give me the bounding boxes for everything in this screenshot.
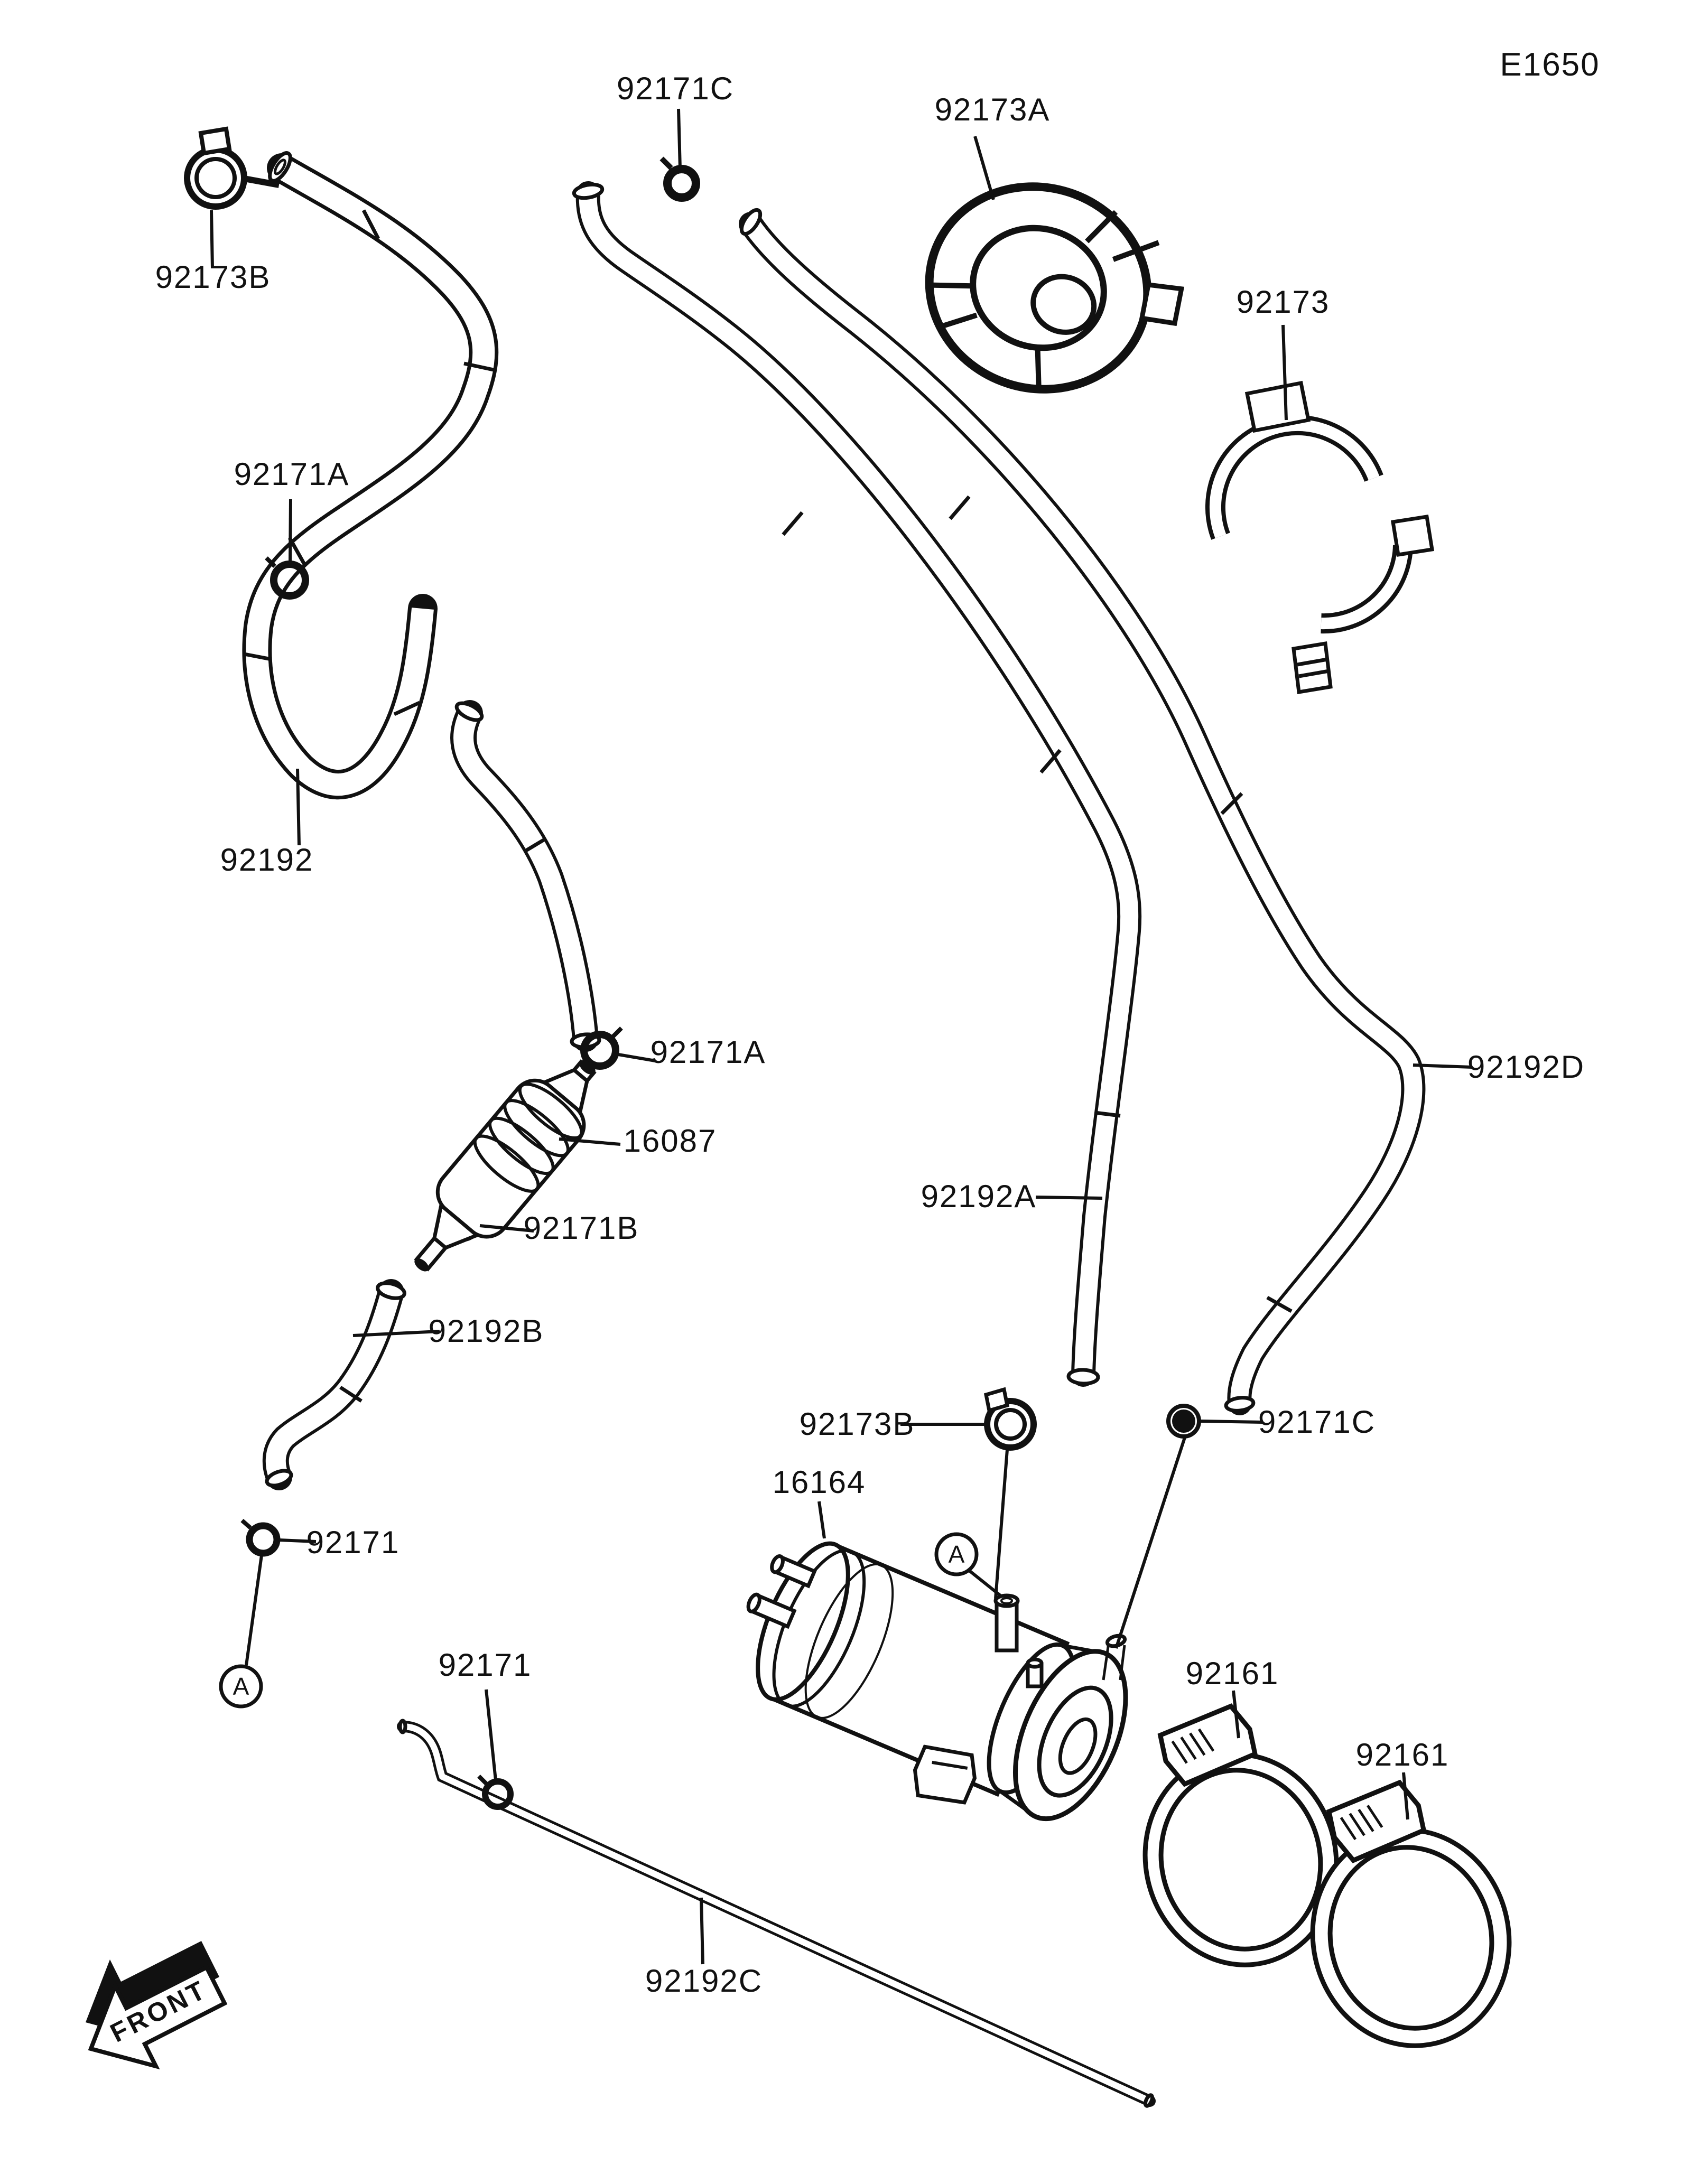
detail-marker-a-left <box>221 1666 261 1706</box>
clamp-92173 <box>1215 383 1432 692</box>
part-label-92171b: 92171B <box>523 1210 639 1246</box>
fuel-filter-16087 <box>388 1038 621 1294</box>
diagram-code-label: E1650 <box>1500 46 1600 83</box>
clamp-92171c-canister <box>1168 1406 1199 1436</box>
part-label-92192c: 92192C <box>645 1963 763 1999</box>
clamp-92171-left <box>242 1520 277 1553</box>
part-label-92173b-top: 92173B <box>155 259 271 295</box>
clamp-92173b-top <box>187 129 279 207</box>
part-label-16164: 16164 <box>772 1464 866 1500</box>
detail-marker-a-canister-text: A <box>948 1541 965 1568</box>
canister-16164 <box>705 1517 1148 1859</box>
part-label-92161-lower: 92161 <box>1355 1737 1450 1772</box>
hose-92192b <box>276 1292 391 1477</box>
hose-connector <box>463 713 586 1039</box>
detail-marker-a-left-text: A <box>233 1673 249 1700</box>
part-label-92171-pipe: 92171 <box>438 1647 532 1683</box>
part-label-92161-upper: 92161 <box>1185 1656 1279 1691</box>
part-label-16087: 16087 <box>623 1123 717 1159</box>
part-label-92171a-hose: 92171A <box>234 456 350 492</box>
detail-marker-a-canister <box>936 1534 977 1574</box>
part-label-92173: 92173 <box>1236 284 1330 320</box>
part-label-92171c-canister: 92171C <box>1258 1404 1376 1440</box>
part-label-92192: 92192 <box>220 842 314 878</box>
part-label-92171-left: 92171 <box>306 1525 400 1560</box>
front-direction-arrow <box>86 1941 225 2066</box>
part-label-92192b: 92192B <box>428 1313 544 1349</box>
part-label-92173a: 92173A <box>934 92 1051 127</box>
part-label-92192a: 92192A <box>921 1179 1037 1214</box>
part-label-92171c-top: 92171C <box>616 71 735 106</box>
front-arrow-label: FRONT <box>105 1974 212 2048</box>
hose-segment-marks <box>244 210 1292 1401</box>
clamp-92173b-canister <box>986 1389 1034 1448</box>
part-label-92192d: 92192D <box>1467 1049 1585 1085</box>
clamp-92173a <box>903 158 1203 427</box>
part-label-92171a-filter: 92171A <box>650 1034 766 1070</box>
part-label-92173b-canister: 92173B <box>799 1406 915 1442</box>
